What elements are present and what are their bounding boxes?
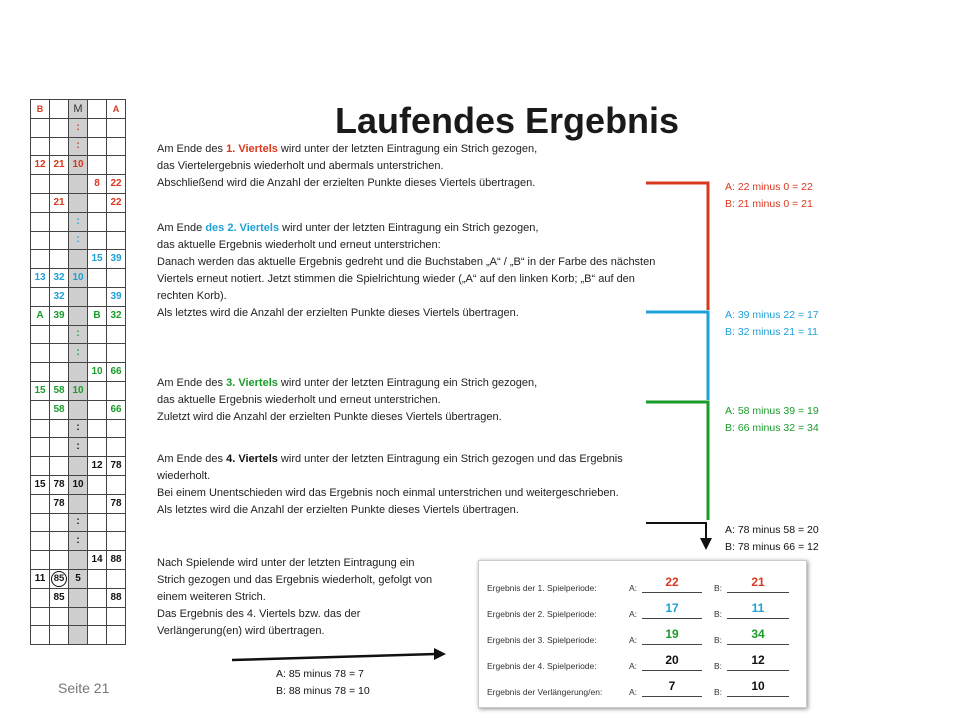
scoresheet-cell: : bbox=[69, 231, 88, 250]
result-b-value: 34 bbox=[751, 627, 765, 641]
result-b-value: 10 bbox=[751, 679, 765, 693]
q2-line4: Als letztes wird die Anzahl der erzielten Punkte dieses Viertels übertragen. bbox=[157, 307, 519, 319]
result-row bbox=[479, 679, 806, 701]
result-a-label: A: bbox=[629, 609, 638, 619]
result-a-underline bbox=[642, 644, 702, 645]
q1-line1: Am Ende des 1. Viertels wird unter der letzten Eintragung ein Strich gezogen, bbox=[157, 143, 538, 155]
page-title: Laufendes Ergebnis bbox=[335, 100, 680, 141]
scoresheet-cell: 78 bbox=[50, 494, 69, 513]
scoresheet-cell: 32 bbox=[50, 287, 69, 306]
result-a-underline bbox=[642, 696, 702, 697]
q3-line2: das aktuelle Ergebnis wiederholt und erneut unterstrichen. bbox=[157, 394, 441, 406]
calc-q2: A: 39 minus 22 = 17 B: 32 minus 21 = 11 bbox=[725, 309, 819, 338]
scoresheet-cell: 12 bbox=[31, 156, 50, 175]
scoresheet-cell: 10 bbox=[69, 475, 88, 494]
result-a-value: 17 bbox=[665, 601, 679, 615]
scoresheet-cell: 39 bbox=[50, 306, 69, 325]
result-b-value: 11 bbox=[751, 601, 765, 615]
calc-end: A: 85 minus 78 = 7 B: 88 minus 78 = 10 bbox=[276, 668, 370, 697]
q4-line1: Am Ende des 4. Viertels wird unter der letzten Eintragung ein Strich gezogen und das Ergebnis wiederholt. bbox=[157, 453, 623, 482]
result-row bbox=[479, 575, 806, 597]
q1-line3: Abschließend wird die Anzahl der erzielten Punkte dieses Viertels übertragen. bbox=[157, 177, 536, 189]
result-b-underline bbox=[727, 592, 789, 593]
end-line1: Nach Spielende wird unter der letzten Eintragung ein Strich gezogen und das Ergebnis wiederholt, gefolgt von einem weiteren Strich. bbox=[157, 557, 433, 603]
scoresheet-cell: 5 bbox=[69, 569, 88, 588]
connector-q1 bbox=[646, 183, 708, 310]
scoresheet-cell: 10 bbox=[69, 381, 88, 400]
result-row-label: Ergebnis der Verlängerung/en: bbox=[487, 687, 603, 697]
result-row-label: Ergebnis der 3. Spielperiode: bbox=[487, 635, 597, 645]
result-a-value: 20 bbox=[665, 653, 679, 667]
scoresheet-cell: 58 bbox=[50, 381, 69, 400]
scoresheet-cell: : bbox=[69, 419, 88, 438]
scoresheet-cell: 66 bbox=[107, 363, 126, 382]
scoresheet-cell: : bbox=[69, 513, 88, 532]
scoresheet-cell: : bbox=[69, 532, 88, 551]
connector-q3 bbox=[646, 402, 708, 520]
result-b-underline bbox=[727, 644, 789, 645]
result-b-value: 21 bbox=[751, 575, 765, 589]
result-a-value: 22 bbox=[665, 575, 679, 589]
page-footer: Seite 21 bbox=[58, 680, 110, 696]
scoresheet-cell: 39 bbox=[107, 250, 126, 269]
scoresheet-cell: : bbox=[69, 118, 88, 137]
scoresheet-header-cell: M bbox=[69, 100, 88, 119]
q2-line3: Danach werden das aktuelle Ergebnis gedreht und die Buchstaben „A“ / „B“ in der Farbe des nächsten Viertels erneut notiert. Jetzt stimmen die Spielrichtung wieder („A“ auf den linken Korb; „B“ auf den rechten Korb). bbox=[157, 256, 656, 302]
result-row bbox=[479, 627, 806, 649]
result-row-label: Ergebnis der 4. Spielperiode: bbox=[487, 661, 597, 671]
q1-highlight: 1. Viertels bbox=[226, 143, 278, 155]
arrow-end bbox=[232, 654, 436, 660]
q4-line3: Als letztes wird die Anzahl der erzielten Punkte dieses Viertels übertragen. bbox=[157, 504, 519, 516]
scoresheet-cell: : bbox=[69, 212, 88, 231]
connector-q4 bbox=[646, 523, 706, 538]
scoresheet-cell: 22 bbox=[107, 193, 126, 212]
scoresheet-cell: 15 bbox=[31, 381, 50, 400]
scoresheet-cell: B bbox=[88, 306, 107, 325]
scoresheet-cell: 39 bbox=[107, 287, 126, 306]
result-a-label: A: bbox=[629, 635, 638, 645]
scoresheet-cell: 8 bbox=[88, 175, 107, 194]
scoresheet-cell: 22 bbox=[107, 175, 126, 194]
q2-line1: Am Ende des 2. Viertels wird unter der letzten Eintragung ein Strich gezogen, bbox=[157, 222, 539, 234]
q4-line2: Bei einem Unentschieden wird das Ergebnis noch einmal unterstrichen und weitergeschrieben. bbox=[157, 487, 619, 499]
result-a-label: A: bbox=[629, 661, 638, 671]
result-a-label: A: bbox=[629, 583, 638, 593]
scoresheet-cell: 10 bbox=[88, 363, 107, 382]
q2-line2: das aktuelle Ergebnis wiederholt und erneut unterstrichen: bbox=[157, 239, 441, 251]
result-a-underline bbox=[642, 618, 702, 619]
circled-score: 85 bbox=[51, 571, 67, 587]
scoresheet-cell: 11 bbox=[31, 569, 50, 588]
scoresheet-cell: : bbox=[69, 325, 88, 344]
q1-line2: das Viertelergebnis wiederholt und abermals unterstrichen. bbox=[157, 160, 444, 172]
calc-q3: A: 58 minus 39 = 19 B: 66 minus 32 = 34 bbox=[725, 405, 819, 434]
result-a-underline bbox=[642, 592, 702, 593]
result-b-label: B: bbox=[714, 609, 723, 619]
q3-line1: Am Ende des 3. Viertels wird unter der letzten Eintragung ein Strich gezogen, bbox=[157, 377, 538, 389]
result-b-label: B: bbox=[714, 635, 723, 645]
scoresheet-cell: 85 bbox=[50, 588, 69, 607]
scoresheet-cell: 78 bbox=[107, 494, 126, 513]
result-b-value: 12 bbox=[751, 653, 765, 667]
result-b-underline bbox=[727, 670, 789, 671]
scoresheet-cell: 21 bbox=[50, 156, 69, 175]
q4-highlight: 4. Viertels bbox=[226, 453, 278, 465]
scoresheet-cell: 10 bbox=[69, 269, 88, 288]
scoresheet-header-cell: B bbox=[31, 100, 50, 119]
result-b-label: B: bbox=[714, 687, 723, 697]
result-b-label: B: bbox=[714, 661, 723, 671]
result-row-label: Ergebnis der 1. Spielperiode: bbox=[487, 583, 597, 593]
end-line2: Das Ergebnis des 4. Viertels bzw. das der Verlängerung(en) wird übertragen. bbox=[157, 608, 361, 637]
q3-line3: Zuletzt wird die Anzahl der erzielten Punkte dieses Viertels übertragen. bbox=[157, 411, 502, 423]
result-row bbox=[479, 601, 806, 623]
result-b-underline bbox=[727, 696, 789, 697]
result-a-underline bbox=[642, 670, 702, 671]
result-a-value: 19 bbox=[665, 627, 679, 641]
scoresheet-cell: 32 bbox=[50, 269, 69, 288]
arrow-q4 bbox=[700, 538, 712, 550]
scoresheet-cell: 21 bbox=[50, 193, 69, 212]
scoresheet-cell: : bbox=[69, 137, 88, 156]
scoresheet-cell: 14 bbox=[88, 551, 107, 570]
q3-highlight: 3. Viertels bbox=[226, 377, 278, 389]
scoresheet-cell: 88 bbox=[107, 551, 126, 570]
scoresheet-cell: 12 bbox=[88, 457, 107, 476]
scoresheet-cell: 66 bbox=[107, 400, 126, 419]
calc-q4: A: 78 minus 58 = 20 B: 78 minus 66 = 12 bbox=[725, 524, 819, 553]
scoresheet-cell: : bbox=[69, 438, 88, 457]
scoresheet-cell: 88 bbox=[107, 588, 126, 607]
scoresheet-cell: 13 bbox=[31, 269, 50, 288]
scoresheet-cell: : bbox=[69, 344, 88, 363]
result-card bbox=[478, 560, 807, 708]
scoresheet-cell: 32 bbox=[107, 306, 126, 325]
q2-highlight: des 2. Viertels bbox=[205, 222, 280, 234]
scoresheet-cell: 15 bbox=[88, 250, 107, 269]
result-row bbox=[479, 653, 806, 675]
result-b-label: B: bbox=[714, 583, 723, 593]
result-row-label: Ergebnis der 2. Spielperiode: bbox=[487, 609, 597, 619]
scoresheet-cell: 10 bbox=[69, 156, 88, 175]
arrow-end-head bbox=[434, 648, 446, 660]
calc-q1: A: 22 minus 0 = 22 B: 21 minus 0 = 21 bbox=[725, 181, 813, 210]
result-b-underline bbox=[727, 618, 789, 619]
result-a-label: A: bbox=[629, 687, 638, 697]
scoresheet-cell: A bbox=[31, 306, 50, 325]
scoresheet-cell: 15 bbox=[31, 475, 50, 494]
scoresheet-header-cell: A bbox=[107, 100, 126, 119]
connector-q2 bbox=[646, 312, 708, 400]
scoresheet-cell: 78 bbox=[107, 457, 126, 476]
result-a-value: 7 bbox=[668, 679, 676, 693]
scoresheet-cell: 58 bbox=[50, 400, 69, 419]
scoresheet-cell: 78 bbox=[50, 475, 69, 494]
